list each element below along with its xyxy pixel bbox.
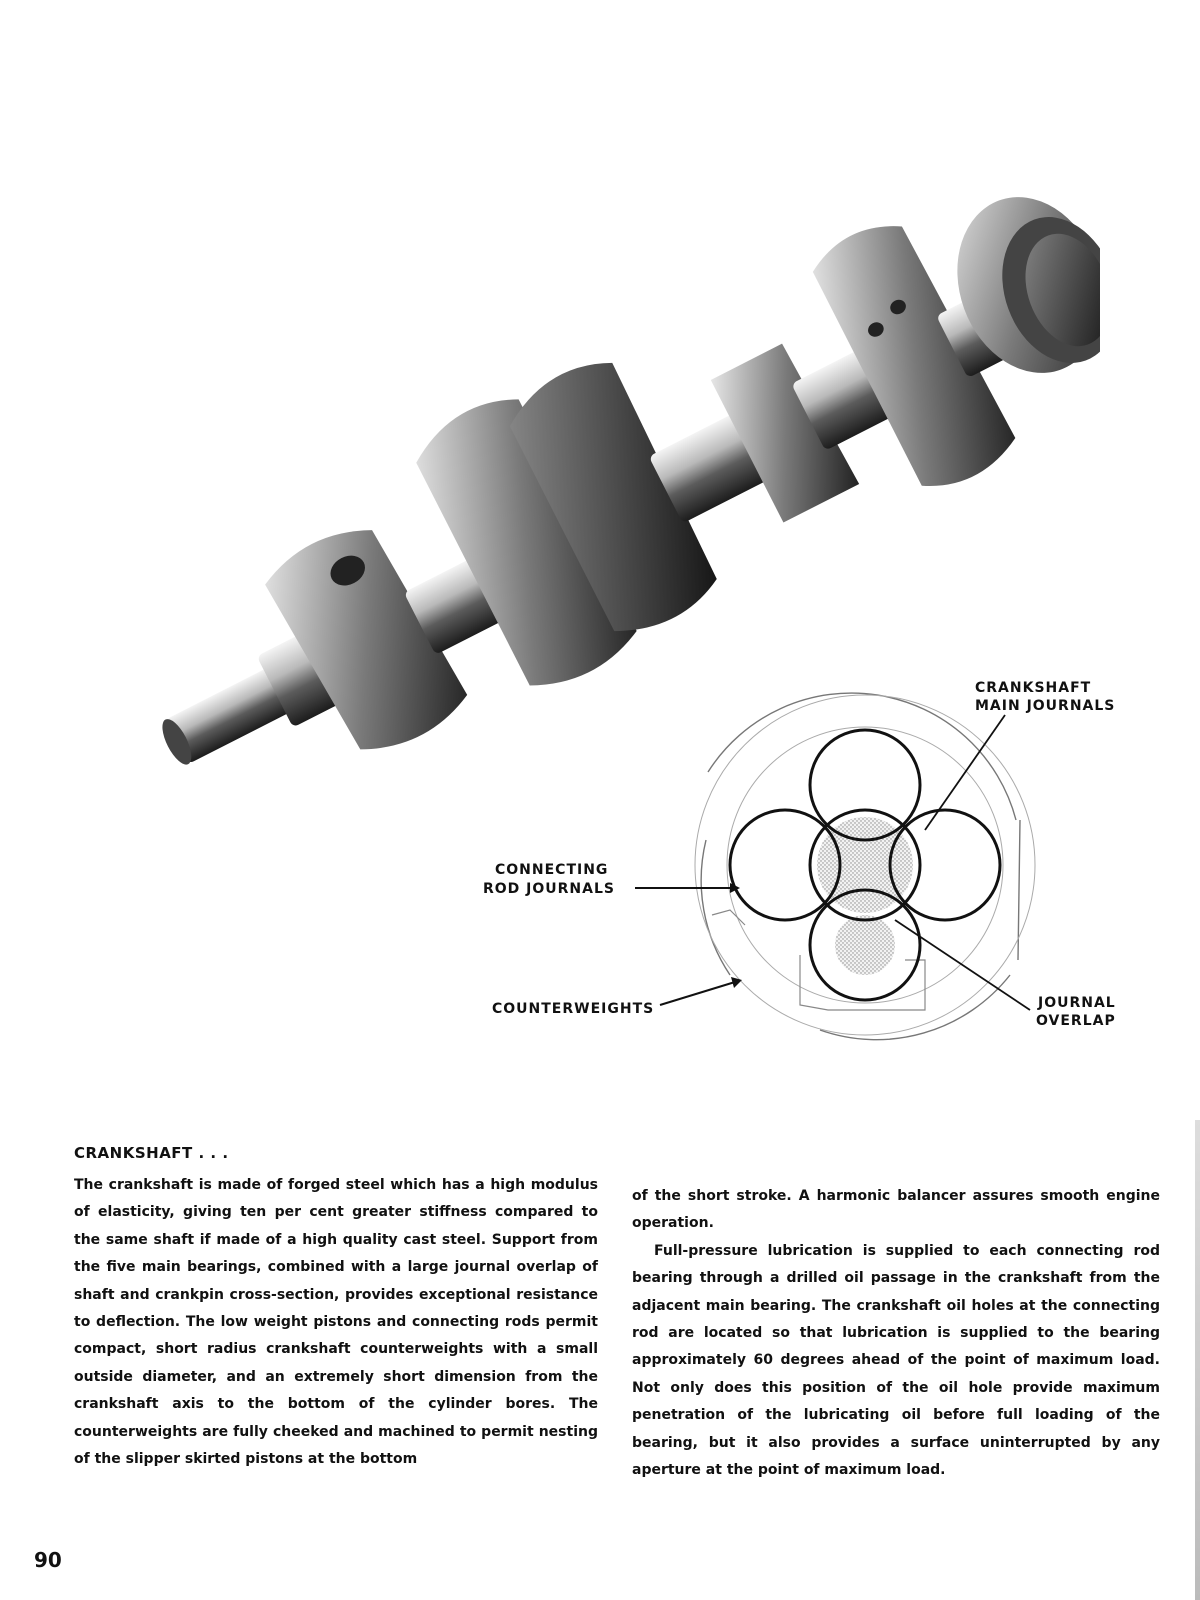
label-counterweights: COUNTERWEIGHTS xyxy=(492,1001,655,1017)
right-paragraph-1: of the short stroke. A harmonic balancer assures smooth engine operation. xyxy=(632,1188,1160,1232)
label-rod-journals-1: CONNECTING xyxy=(495,862,609,878)
left-column-text: The crankshaft is made of forged steel which has a high modulus of elasticity, giving ten per cent greater stiffness compared to the same shaft if made of a high quality cast steel. Support from the five main bearings, combined with a large journal overlap of shaft and crankpin cross-section, provides exceptional resistance to deflection. The low weight pistons and connecting rods permit compact, short radius crankshaft counterweights with a small outside diameter, and an extremely short dimension from the crankshaft axis to the bottom of the cylinder bores. The counterweights are fully cheeked and machined to permit nesting of the slipper skirted pistons at the bottom xyxy=(74,1177,598,1468)
label-main-journals-1: CRANKSHAFT xyxy=(975,680,1092,696)
right-column xyxy=(632,1183,1160,1484)
label-main-journals-2: MAIN JOURNALS xyxy=(975,698,1116,714)
leader-counterweights xyxy=(660,982,735,1005)
section-heading: CRANKSHAFT . . . xyxy=(74,1144,229,1162)
label-journal-overlap-2: OVERLAP xyxy=(1036,1013,1116,1029)
right-paragraph-2: Full-pressure lubrication is supplied to each connecting rod bearing through a drilled oil passage in the crankshaft from the adjacent main bearing. The crankshaft oil holes at the connecting rod are located so that lubrication is supplied to the bearing approximately 60 degrees ahead of the point of maximum load. Not only does this position of the oil hole provide maximum penetration of the lubricating oil before full loading of the bearing, but it also provides a surface uninterrupted by any aperture at the point of maximum load. xyxy=(632,1242,1160,1479)
page-number: 90 xyxy=(34,1548,62,1572)
label-journal-overlap-1: JOURNAL xyxy=(1038,995,1116,1011)
left-column xyxy=(74,1172,598,1473)
page-edge xyxy=(1195,1120,1200,1600)
journal-overlap-diagram xyxy=(480,655,1160,1055)
label-rod-journals-2: ROD JOURNALS xyxy=(483,881,615,897)
